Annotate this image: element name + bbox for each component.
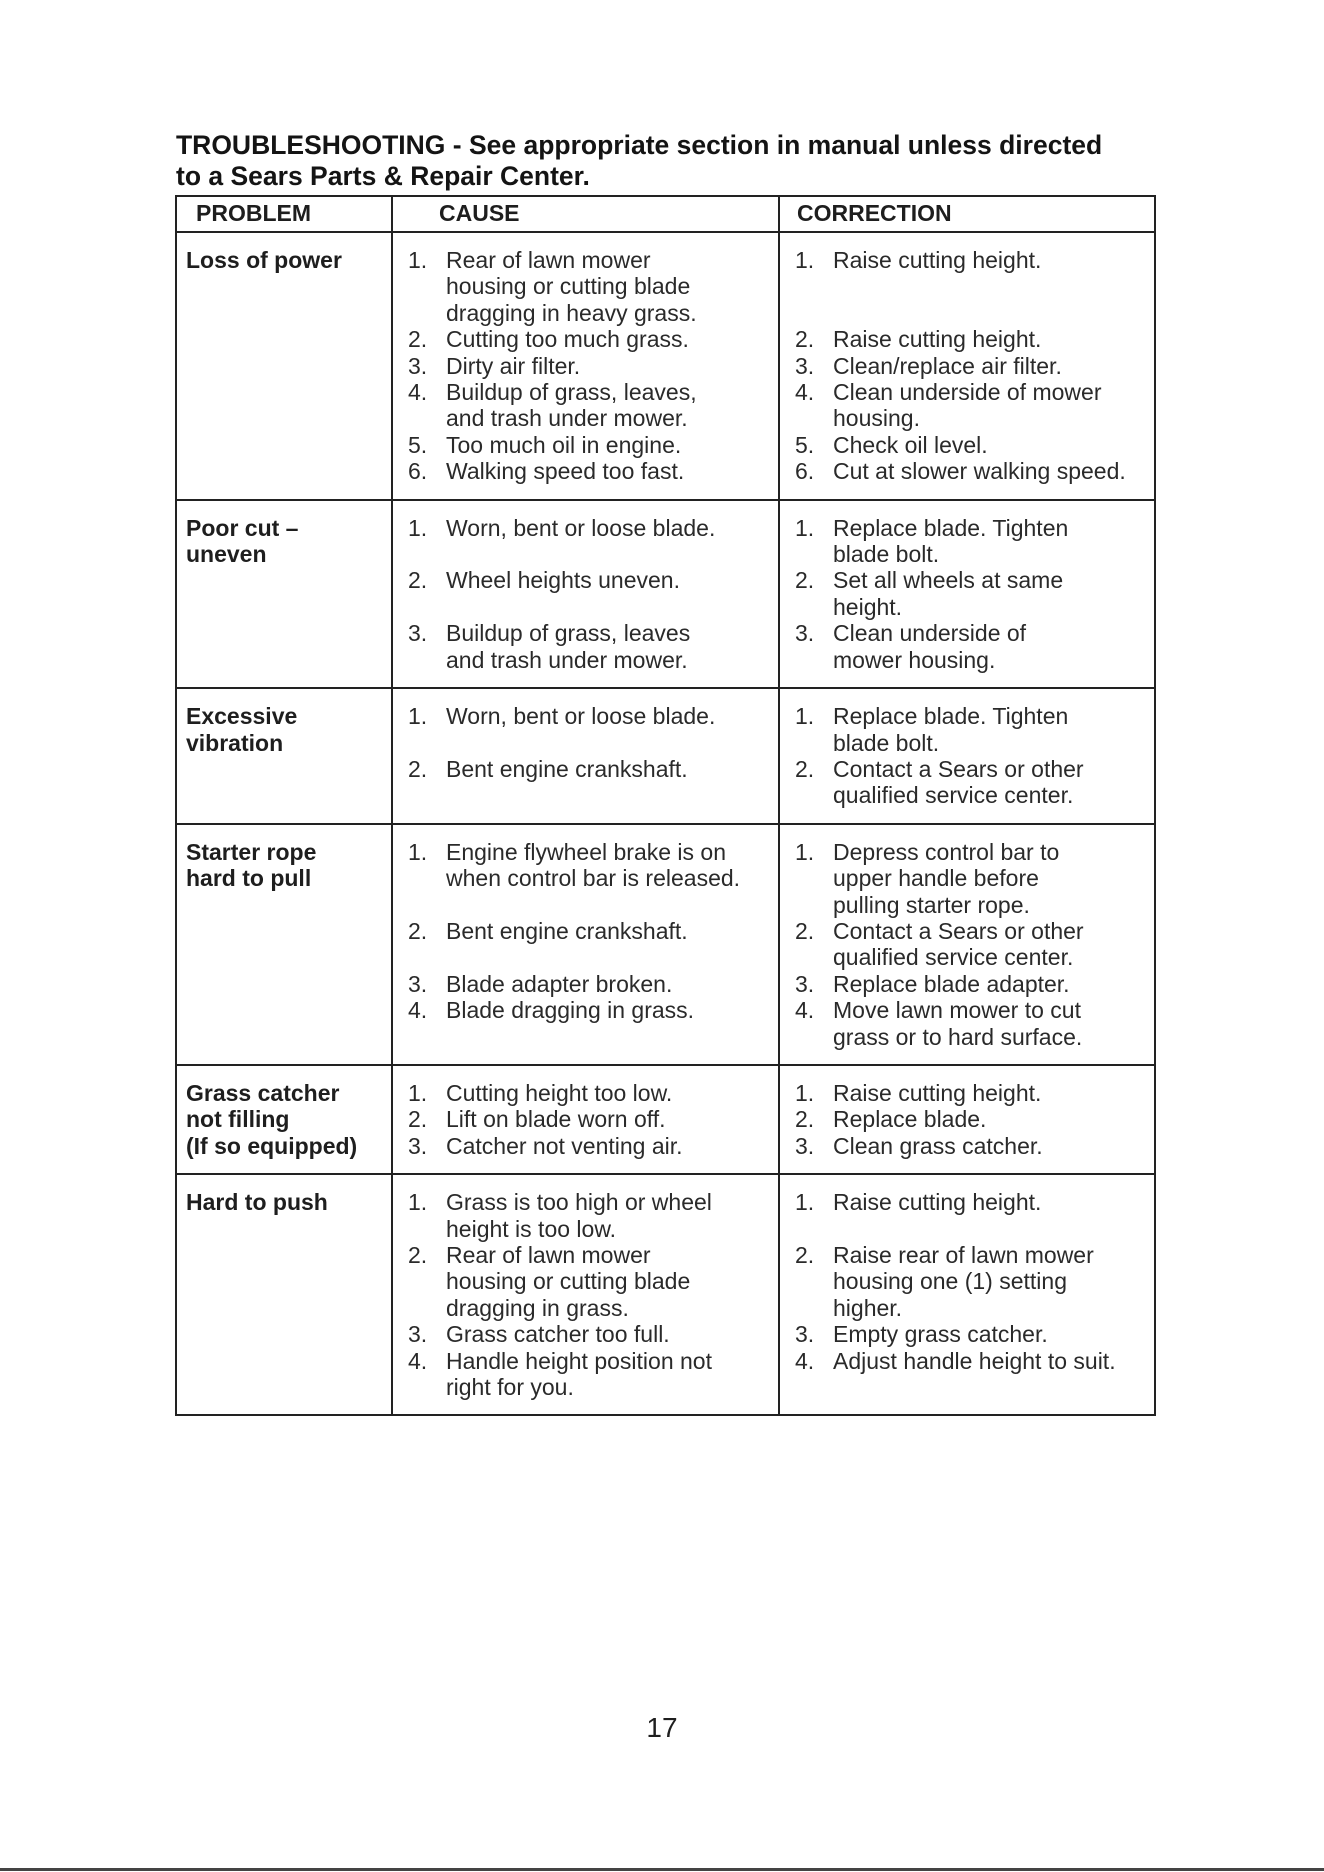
cause-cell bbox=[392, 1065, 779, 1174]
cause-item bbox=[408, 247, 778, 326]
item-line: pulling starter rope. bbox=[833, 891, 1030, 918]
item-line: grass or to hard surface. bbox=[833, 1023, 1083, 1050]
item-line: Contact a Sears or other bbox=[833, 755, 1084, 782]
item-line: Cut at slower walking speed. bbox=[833, 458, 1126, 485]
item-number: 1. bbox=[408, 1079, 428, 1106]
item-number: 6. bbox=[408, 458, 428, 485]
item-line: Worn, bent or loose blade. bbox=[446, 703, 716, 730]
correction-item bbox=[795, 1080, 1154, 1106]
problem-line: Excessive bbox=[186, 703, 298, 730]
correction-item bbox=[795, 620, 1154, 673]
item-line: and trash under mower. bbox=[446, 405, 688, 432]
item-line: mower housing. bbox=[833, 646, 996, 673]
item-number: 3. bbox=[408, 1132, 428, 1159]
item-line: Dirty air filter. bbox=[446, 352, 581, 379]
item-number: 1. bbox=[408, 703, 428, 730]
item-line: Catcher not venting air. bbox=[446, 1132, 683, 1159]
item-text bbox=[833, 703, 1154, 756]
item-text bbox=[446, 839, 778, 892]
problem-line: Starter rope bbox=[186, 838, 317, 865]
item-text bbox=[833, 353, 1154, 379]
item-text bbox=[833, 432, 1154, 458]
item-number: 4. bbox=[795, 997, 815, 1024]
cause-item bbox=[408, 515, 778, 541]
cause-item bbox=[408, 1242, 778, 1321]
item-number: 2. bbox=[408, 567, 428, 594]
item-text bbox=[833, 1080, 1154, 1106]
item-text bbox=[446, 326, 778, 352]
item-number: 2. bbox=[795, 1106, 815, 1133]
correction-cell bbox=[779, 500, 1155, 688]
page-heading bbox=[176, 130, 1176, 192]
item-number: 1. bbox=[408, 1189, 428, 1216]
cause-item bbox=[408, 1106, 778, 1132]
item-number: 4. bbox=[795, 379, 815, 405]
table-row bbox=[176, 500, 1155, 688]
item-line: housing or cutting blade bbox=[446, 1268, 691, 1295]
item-line: Replace blade. Tighten bbox=[833, 703, 1069, 730]
item-number: 2. bbox=[408, 755, 428, 782]
item-line: Blade adapter broken. bbox=[446, 970, 673, 997]
item-line: Engine flywheel brake is on bbox=[446, 838, 726, 865]
item-number: 3. bbox=[408, 620, 428, 647]
item-line: Move lawn mower to cut bbox=[833, 997, 1081, 1024]
item-line: Clean/replace air filter. bbox=[833, 352, 1062, 379]
item-line: Clean underside of mower bbox=[833, 379, 1102, 405]
item-text bbox=[833, 1106, 1154, 1132]
item-line: blade bolt. bbox=[833, 729, 940, 756]
item-line: dragging in heavy grass. bbox=[446, 299, 697, 326]
item-line: Adjust handle height to suit. bbox=[833, 1347, 1116, 1374]
cause-item bbox=[408, 1133, 778, 1159]
correction-item bbox=[795, 353, 1154, 379]
item-number: 1. bbox=[408, 838, 428, 865]
correction-item bbox=[795, 458, 1154, 484]
item-text bbox=[446, 1321, 778, 1347]
item-text bbox=[833, 1242, 1154, 1321]
item-text bbox=[833, 515, 1154, 568]
item-line: Rear of lawn mower bbox=[446, 1242, 651, 1268]
item-line: qualified service center. bbox=[833, 782, 1074, 809]
item-number: 1. bbox=[795, 247, 815, 273]
item-number: 3. bbox=[795, 1132, 815, 1159]
item-gap bbox=[408, 594, 778, 620]
item-line: Bent engine crankshaft. bbox=[446, 917, 688, 944]
problem-cell bbox=[176, 1174, 392, 1415]
item-line: height is too low. bbox=[446, 1215, 617, 1242]
correction-cell bbox=[779, 1174, 1155, 1415]
cause-item bbox=[408, 353, 778, 379]
item-line: Check oil level. bbox=[833, 431, 988, 458]
correction-item bbox=[795, 247, 1154, 273]
correction-item bbox=[795, 432, 1154, 458]
item-number: 2. bbox=[408, 1106, 428, 1133]
item-line: Cutting too much grass. bbox=[446, 326, 689, 353]
table-row bbox=[176, 688, 1155, 824]
item-text bbox=[446, 567, 778, 593]
item-number: 1. bbox=[795, 1079, 815, 1106]
correction-item bbox=[795, 567, 1154, 620]
item-gap bbox=[795, 300, 1154, 326]
item-text bbox=[446, 353, 778, 379]
correction-cell bbox=[779, 824, 1155, 1065]
item-text bbox=[446, 756, 778, 782]
item-text bbox=[446, 703, 778, 729]
correction-item bbox=[795, 997, 1154, 1050]
header-cause: CAUSE bbox=[392, 196, 779, 232]
cause-item bbox=[408, 1189, 778, 1242]
item-number: 4. bbox=[795, 1347, 815, 1374]
correction-item bbox=[795, 703, 1154, 756]
item-line: Buildup of grass, leaves, bbox=[446, 379, 697, 406]
item-line: Replace blade. Tighten bbox=[833, 514, 1069, 541]
cause-item bbox=[408, 379, 778, 432]
table-row bbox=[176, 1174, 1155, 1415]
item-text bbox=[446, 458, 778, 484]
item-text bbox=[833, 756, 1154, 809]
item-line: Rear of lawn mower bbox=[446, 247, 651, 273]
item-text bbox=[833, 839, 1154, 918]
item-text bbox=[446, 432, 778, 458]
cause-cell bbox=[392, 824, 779, 1065]
item-number: 3. bbox=[795, 352, 815, 379]
item-text bbox=[833, 379, 1154, 432]
item-number: 2. bbox=[408, 326, 428, 353]
correction-item bbox=[795, 756, 1154, 809]
item-number: 2. bbox=[795, 1241, 815, 1268]
item-line: Empty grass catcher. bbox=[833, 1321, 1048, 1348]
table-header-row bbox=[176, 196, 1155, 232]
correction-item bbox=[795, 1348, 1154, 1374]
item-line: Set all wheels at same bbox=[833, 567, 1064, 594]
item-line: Depress control bar to bbox=[833, 838, 1060, 865]
problem-line: (If so equipped) bbox=[186, 1132, 358, 1159]
item-line: higher. bbox=[833, 1294, 903, 1321]
correction-item bbox=[795, 1242, 1154, 1321]
correction-cell bbox=[779, 688, 1155, 824]
item-number: 1. bbox=[408, 514, 428, 541]
cause-item bbox=[408, 1348, 778, 1401]
correction-item bbox=[795, 839, 1154, 918]
problem-line: uneven bbox=[186, 541, 267, 568]
item-number: 1. bbox=[795, 703, 815, 730]
item-line: Wheel heights uneven. bbox=[446, 567, 680, 594]
item-line: Clean underside of bbox=[833, 620, 1027, 647]
item-number: 1. bbox=[795, 838, 815, 865]
item-text bbox=[833, 1133, 1154, 1159]
item-gap bbox=[408, 730, 778, 756]
table-body bbox=[176, 232, 1155, 1415]
item-number: 5. bbox=[408, 431, 428, 458]
item-text bbox=[446, 1242, 778, 1321]
item-text bbox=[833, 458, 1154, 484]
item-line: Clean grass catcher. bbox=[833, 1132, 1043, 1159]
cause-item bbox=[408, 997, 778, 1023]
correction-item bbox=[795, 918, 1154, 971]
problem-cell bbox=[176, 824, 392, 1065]
item-line: height. bbox=[833, 593, 903, 620]
item-line: qualified service center. bbox=[833, 944, 1074, 971]
item-line: Lift on blade worn off. bbox=[446, 1106, 666, 1133]
item-line: housing or cutting blade bbox=[446, 273, 691, 300]
item-number: 4. bbox=[408, 1347, 428, 1374]
item-number: 2. bbox=[408, 1242, 428, 1268]
problem-cell bbox=[176, 688, 392, 824]
correction-item bbox=[795, 515, 1154, 568]
item-text bbox=[833, 971, 1154, 997]
item-number: 4. bbox=[408, 379, 428, 406]
item-text bbox=[833, 918, 1154, 971]
header-problem: PROBLEM bbox=[176, 196, 392, 232]
item-number: 3. bbox=[795, 620, 815, 647]
cause-item bbox=[408, 1321, 778, 1347]
item-number: 2. bbox=[795, 326, 815, 353]
item-line: Buildup of grass, leaves bbox=[446, 620, 691, 647]
item-text bbox=[833, 1189, 1154, 1215]
item-line: blade bolt. bbox=[833, 541, 940, 568]
troubleshooting-table bbox=[175, 195, 1156, 1416]
problem-line: vibration bbox=[186, 729, 284, 756]
item-line: when control bar is released. bbox=[446, 865, 741, 892]
item-number: 6. bbox=[795, 458, 815, 485]
cause-item bbox=[408, 567, 778, 593]
item-line: Raise cutting height. bbox=[833, 1079, 1042, 1106]
item-gap bbox=[408, 541, 778, 567]
item-text bbox=[446, 1133, 778, 1159]
item-text bbox=[446, 971, 778, 997]
item-number: 1. bbox=[795, 1189, 815, 1216]
correction-item bbox=[795, 379, 1154, 432]
cause-item bbox=[408, 432, 778, 458]
item-number: 3. bbox=[795, 970, 815, 997]
problem-line: Grass catcher bbox=[186, 1079, 340, 1106]
item-text bbox=[446, 247, 778, 326]
item-line: Too much oil in engine. bbox=[446, 431, 682, 458]
item-text bbox=[833, 620, 1154, 673]
item-line: upper handle before bbox=[833, 865, 1039, 892]
item-number: 4. bbox=[408, 997, 428, 1024]
item-line: Handle height position not bbox=[446, 1347, 712, 1374]
item-line: Raise cutting height. bbox=[833, 1189, 1042, 1216]
item-text bbox=[833, 326, 1154, 352]
cause-item bbox=[408, 756, 778, 782]
cause-cell bbox=[392, 1174, 779, 1415]
problem-line: Loss of power bbox=[186, 247, 342, 273]
item-line: right for you. bbox=[446, 1374, 574, 1401]
problem-cell bbox=[176, 232, 392, 500]
correction-item bbox=[795, 971, 1154, 997]
table-row bbox=[176, 824, 1155, 1065]
item-text bbox=[833, 997, 1154, 1050]
cause-cell bbox=[392, 688, 779, 824]
item-line: Grass is too high or wheel bbox=[446, 1189, 712, 1216]
item-text bbox=[446, 997, 778, 1023]
item-text bbox=[446, 1348, 778, 1401]
item-text bbox=[446, 1106, 778, 1132]
item-number: 2. bbox=[795, 567, 815, 594]
item-text bbox=[833, 1321, 1154, 1347]
item-line: Raise rear of lawn mower bbox=[833, 1241, 1094, 1268]
item-text bbox=[446, 620, 778, 673]
table-row bbox=[176, 1065, 1155, 1174]
problem-cell bbox=[176, 1065, 392, 1174]
header-correction: CORRECTION bbox=[779, 196, 1155, 232]
correction-item bbox=[795, 1189, 1154, 1215]
correction-item bbox=[795, 1133, 1154, 1159]
table-row bbox=[176, 232, 1155, 500]
item-line: Raise cutting height. bbox=[833, 247, 1042, 273]
cause-item bbox=[408, 458, 778, 484]
item-line: dragging in grass. bbox=[446, 1294, 629, 1321]
problem-cell bbox=[176, 500, 392, 688]
correction-item bbox=[795, 1321, 1154, 1347]
item-line: Raise cutting height. bbox=[833, 326, 1042, 353]
cause-item bbox=[408, 971, 778, 997]
bottom-rule bbox=[0, 1868, 1324, 1871]
item-line: Contact a Sears or other bbox=[833, 917, 1084, 944]
page-number: 17 bbox=[646, 1712, 678, 1743]
problem-line: not filling bbox=[186, 1106, 290, 1133]
problem-line: Poor cut – bbox=[186, 514, 299, 541]
correction-cell bbox=[779, 1065, 1155, 1174]
cause-cell bbox=[392, 232, 779, 500]
item-line: housing. bbox=[833, 405, 920, 432]
heading-line-2: to a Sears Parts & Repair Center. bbox=[176, 161, 590, 191]
item-text bbox=[446, 918, 778, 944]
item-line: Grass catcher too full. bbox=[446, 1321, 670, 1348]
item-number: 5. bbox=[795, 431, 815, 458]
item-text bbox=[446, 515, 778, 541]
item-gap bbox=[795, 273, 1154, 299]
item-line: and trash under mower. bbox=[446, 646, 688, 673]
cause-cell bbox=[392, 500, 779, 688]
item-line: Blade dragging in grass. bbox=[446, 997, 695, 1024]
item-text bbox=[833, 1348, 1154, 1374]
problem-line: hard to pull bbox=[186, 865, 312, 892]
item-gap bbox=[795, 1216, 1154, 1242]
cause-item bbox=[408, 918, 778, 944]
cause-item bbox=[408, 1080, 778, 1106]
item-gap bbox=[408, 944, 778, 970]
correction-item bbox=[795, 326, 1154, 352]
cause-item bbox=[408, 326, 778, 352]
item-line: Cutting height too low. bbox=[446, 1079, 673, 1106]
item-gap bbox=[408, 892, 778, 918]
heading-line-1: TROUBLESHOOTING - See appropriate section in manual unless directed bbox=[176, 130, 1103, 160]
cause-item bbox=[408, 839, 778, 892]
correction-cell bbox=[779, 232, 1155, 500]
item-text bbox=[446, 1080, 778, 1106]
item-text bbox=[446, 1189, 778, 1242]
item-number: 2. bbox=[408, 917, 428, 944]
item-number: 2. bbox=[795, 917, 815, 944]
item-number: 3. bbox=[795, 1321, 815, 1348]
item-number: 1. bbox=[795, 514, 815, 541]
item-number: 3. bbox=[408, 970, 428, 997]
item-text bbox=[833, 567, 1154, 620]
cause-item bbox=[408, 703, 778, 729]
item-line: Replace blade adapter. bbox=[833, 970, 1070, 997]
item-text bbox=[446, 379, 778, 432]
item-line: housing one (1) setting bbox=[833, 1268, 1067, 1295]
item-line: Replace blade. bbox=[833, 1106, 987, 1133]
item-number: 2. bbox=[795, 755, 815, 782]
problem-line: Hard to push bbox=[186, 1189, 328, 1216]
item-number: 1. bbox=[408, 247, 428, 273]
item-line: Walking speed too fast. bbox=[446, 458, 685, 485]
cause-item bbox=[408, 620, 778, 673]
item-line: Bent engine crankshaft. bbox=[446, 755, 688, 782]
item-number: 3. bbox=[408, 352, 428, 379]
item-number: 3. bbox=[408, 1321, 428, 1348]
item-line: Worn, bent or loose blade. bbox=[446, 514, 716, 541]
item-text bbox=[833, 247, 1154, 273]
correction-item bbox=[795, 1106, 1154, 1132]
